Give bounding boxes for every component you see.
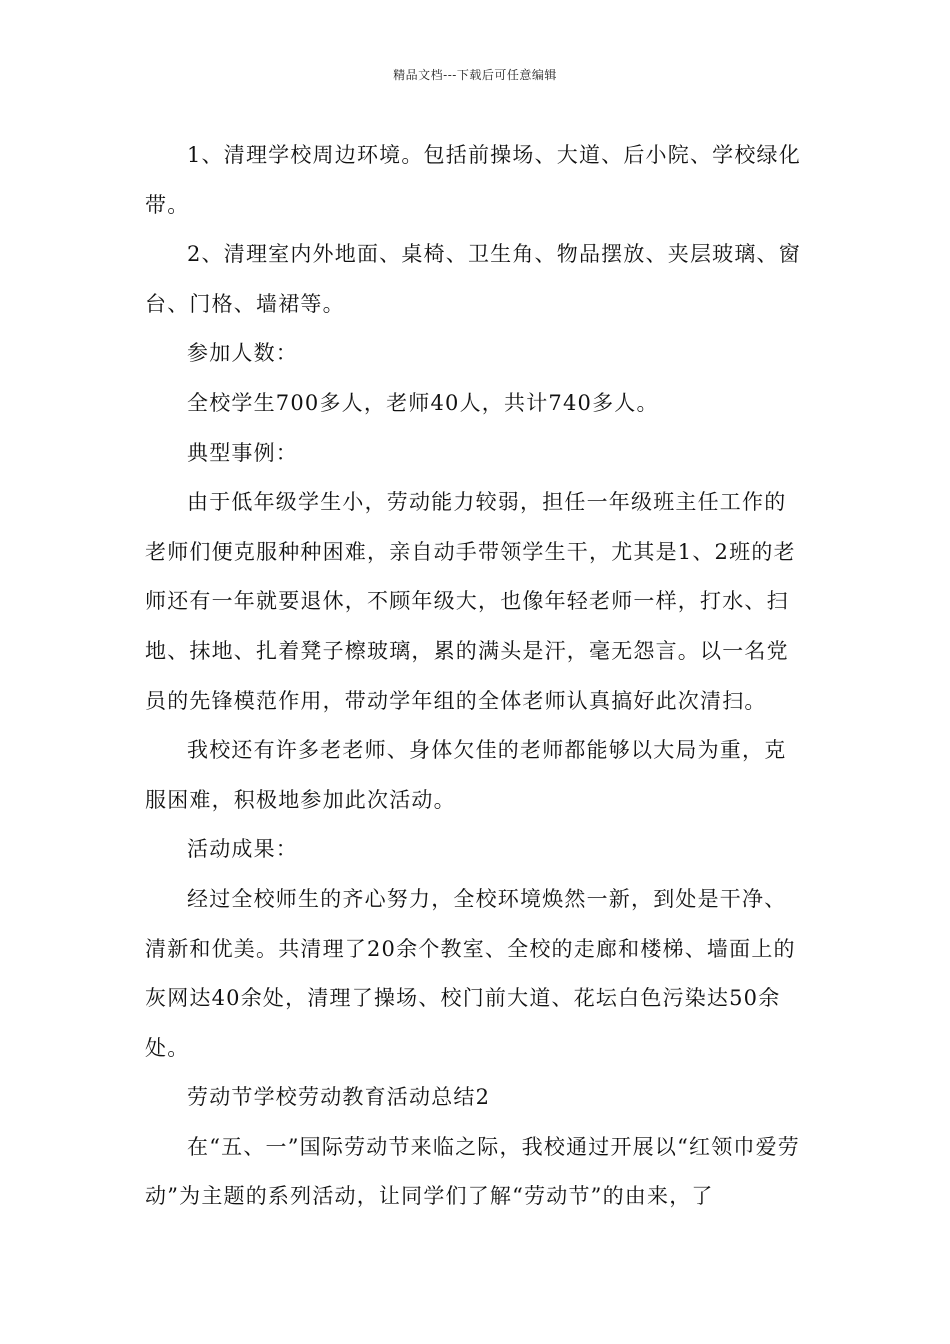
paragraph-typical-case-1: 由于低年级学生小，劳动能力较弱，担任一年级班主任工作的老师们便克服种种困难，亲自动手带领学生干，尤其是1、2班的老师还有一年就要退休，不顾年级大，也像年轻老师一样，打水、扫地、抹地、扎着凳子檫玻璃，累的满头是汗，毫无怨言。以一名党员的先锋模范作用，带动学年组的全体老师认真搞好此次清扫。: [145, 490, 796, 713]
paragraph-cleaning-indoor: 2、清理室内外地面、桌椅、卫生角、物品摆放、夹层玻璃、窗台、门格、墙裙等。: [145, 242, 801, 316]
paragraph-participant-count: 全校学生700多人，老师40人，共计740多人。: [187, 390, 659, 415]
section-heading-participants: 参加人数：: [187, 341, 298, 366]
section-heading-typical-cases: 典型事例：: [187, 440, 298, 465]
paragraph-results: 经过全校师生的齐心努力，全校环境焕然一新，到处是干净、清新和优美。共清理了20余个教室、全校的走廊和楼梯、墙面上的灰网达40余处，清理了操场、校门前大道、花坛白色污染达50余处。: [145, 886, 796, 1060]
section-heading-results: 活动成果：: [187, 837, 298, 862]
document-body: [145, 131, 807, 1222]
page-header: 精品文档---下载后可任意编辑: [393, 68, 557, 82]
paragraph-typical-case-2: 我校还有许多老老师、身体欠佳的老师都能够以大局为重，克服困难，积极地参加此次活动。: [145, 738, 787, 812]
section-title-summary-2: 劳动节学校劳动教育活动总结2: [187, 1085, 491, 1110]
paragraph-summary-2-intro: 在“五、一”国际劳动节来临之际，我校通过开展以“红领巾爱劳动”为主题的系列活动，让同学们了解“劳动节”的由来，了: [145, 1134, 801, 1209]
paragraph-cleaning-surroundings: 1、清理学校周边环境。包括前操场、大道、后小院、学校绿化带。: [145, 143, 801, 217]
